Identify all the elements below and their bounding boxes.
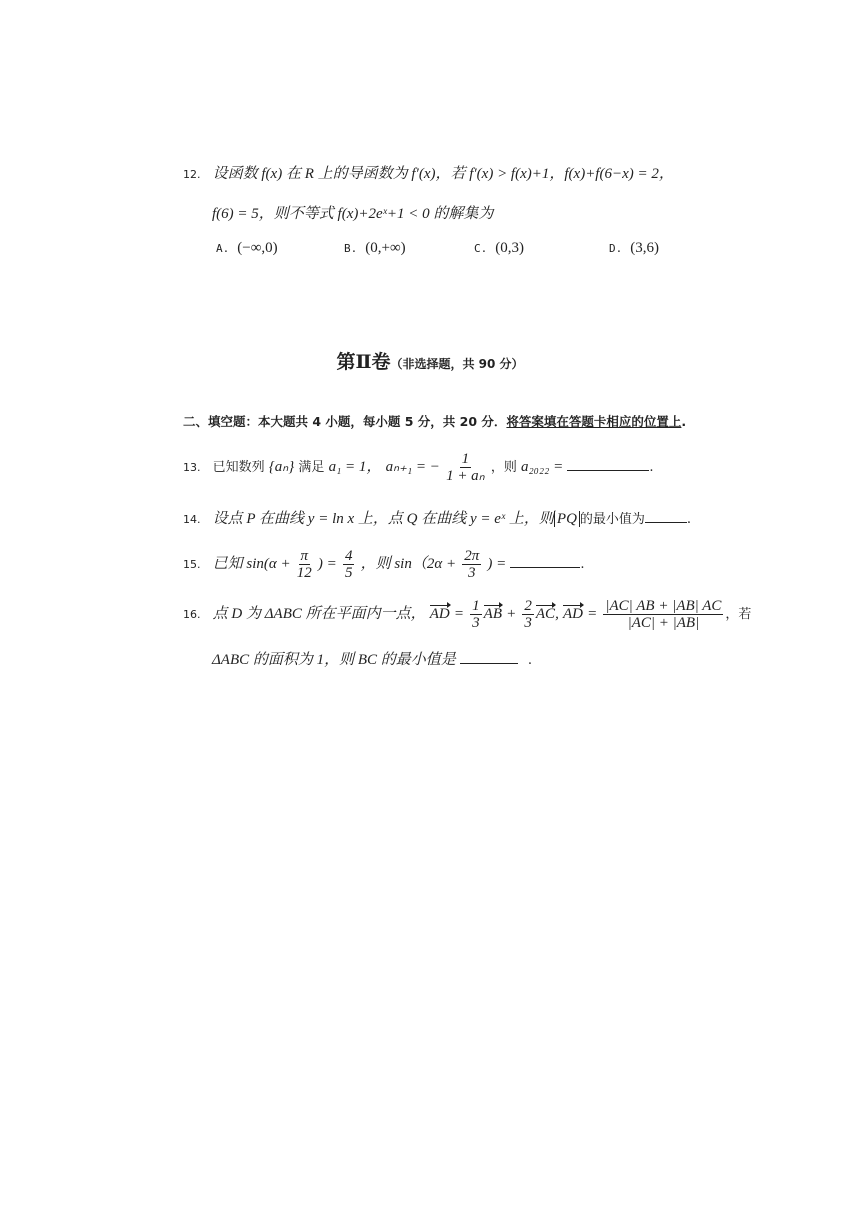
q16-vec-ad: AD	[429, 606, 450, 622]
choice-a-letter: A.	[216, 242, 230, 255]
q15-end: .	[580, 557, 585, 572]
q13-number: 13.	[183, 461, 201, 474]
q13	[183, 451, 653, 484]
q16-vec-ab: AB	[483, 606, 502, 622]
q16-comma: ,	[555, 606, 559, 622]
choice-c-value: (0,3)	[495, 240, 524, 256]
q12-line2	[212, 204, 493, 225]
q13-answer-blank[interactable]	[567, 469, 649, 471]
q13-cond1: a₁ = 1，	[328, 459, 382, 475]
q16-eq: =	[453, 606, 465, 622]
q15-number: 15.	[183, 558, 201, 571]
choice-a[interactable]	[216, 240, 278, 257]
choice-c[interactable]	[474, 240, 524, 257]
q16-bigfrac-num: |AC| AB + |AB| AC	[605, 598, 722, 614]
q15-frac2-num: 4	[344, 548, 353, 564]
q13-fraction	[446, 451, 485, 484]
q16-frac1-den: 3	[472, 615, 480, 631]
part2-instruction: 将答案填在答题卡相应的位置上	[506, 414, 682, 429]
q16-eq-2: =	[587, 606, 598, 622]
q15-frac2	[343, 548, 355, 581]
q16-vec-ad-2: AD	[562, 606, 583, 622]
choice-d-letter: D.	[609, 242, 623, 255]
q12-number: 12.	[183, 168, 201, 181]
q15-frac1-den: 12	[296, 565, 312, 581]
q15-frac3	[462, 548, 481, 581]
choice-c-letter: C.	[474, 242, 488, 255]
q13-text3: ，则	[490, 460, 517, 475]
q14-text: 设点 P 在曲线 y = ln x 上，点 Q 在曲线 y = eˣ 上，则	[212, 511, 554, 527]
q16-end: .	[527, 653, 532, 668]
q15-frac1-num: π	[300, 548, 309, 564]
choice-a-value: (−∞,0)	[237, 240, 278, 256]
q14-abs-pq: PQ	[554, 511, 580, 527]
q16-line2	[212, 650, 532, 671]
q13-text1: 已知数列	[212, 460, 265, 475]
q16-vec-ac: AC	[535, 606, 556, 622]
q16-text-line2: ΔABC 的面积为 1，则 BC 的最小值是	[212, 652, 456, 668]
q16-answer-blank[interactable]	[460, 662, 518, 664]
choice-b-letter: B.	[344, 242, 358, 255]
q16-bigfrac	[603, 598, 723, 631]
q15-text2: ) =	[317, 556, 337, 572]
q13-end: .	[649, 460, 654, 475]
section-title-sub: （非选择题，共 90 分）	[390, 357, 524, 371]
q13-frac-num: 1	[461, 451, 470, 467]
q16-plus: +	[506, 606, 517, 622]
q15-text3: ，则 sin（2α +	[360, 556, 457, 572]
q16-frac1-num: 1	[472, 598, 480, 614]
q16-bigfrac-den: |AC| + |AB|	[627, 615, 700, 631]
q15	[183, 548, 585, 581]
q15-text4: ) =	[487, 556, 507, 572]
q15-frac1	[297, 548, 312, 581]
q13-cond2: aₙ₊₁ = −	[385, 459, 440, 475]
q14-answer-blank[interactable]	[645, 521, 687, 523]
q16-tail: ，若	[725, 607, 752, 622]
q13-seq: {aₙ}	[268, 459, 295, 475]
q15-answer-blank[interactable]	[510, 566, 580, 568]
part2-end: .	[681, 414, 687, 429]
choice-d[interactable]	[609, 240, 659, 257]
q14-end: .	[686, 512, 692, 527]
q16-frac2	[522, 598, 534, 631]
q14-number: 14.	[183, 513, 201, 526]
part2-heading-text: 二、填空题：本大题共 4 小题，每小题 5 分，共 20 分．	[183, 414, 507, 429]
q13-target: a₂₀₂₂ =	[520, 459, 564, 475]
q15-text1: 已知 sin(α +	[212, 556, 291, 572]
q15-frac2-den: 5	[344, 565, 353, 581]
q12-line1	[183, 164, 674, 185]
section-title	[0, 347, 860, 374]
choice-b[interactable]	[344, 240, 406, 257]
q13-text2: 满足	[298, 460, 325, 475]
q15-frac3-den: 3	[467, 565, 476, 581]
q16-text1: 点 D 为 ΔABC 所在平面内一点，	[212, 606, 426, 622]
section-title-main: 第Ⅱ卷	[336, 351, 391, 373]
q16	[183, 598, 751, 631]
q12-text-line2: f(6) = 5，则不等式 f(x)+2eˣ+1 < 0 的解集为	[212, 206, 494, 222]
q16-frac2-den: 3	[524, 615, 532, 631]
part2-heading	[183, 412, 686, 430]
q14-text2: 的最小值为	[579, 512, 645, 527]
q16-number: 16.	[183, 608, 201, 621]
choice-b-value: (0,+∞)	[365, 240, 406, 256]
q14	[183, 509, 691, 530]
q15-frac3-num: 2π	[464, 548, 480, 564]
choice-d-value: (3,6)	[630, 240, 659, 256]
q16-frac1	[470, 598, 482, 631]
q16-frac2-num: 2	[524, 598, 532, 614]
q12-text-line1: 设函数 f(x) 在 R 上的导函数为 f′(x)，若 f′(x) > f(x)+1，f(x)+f(6−x) = 2，	[212, 166, 674, 182]
q13-frac-den: 1 + aₙ	[446, 468, 485, 484]
